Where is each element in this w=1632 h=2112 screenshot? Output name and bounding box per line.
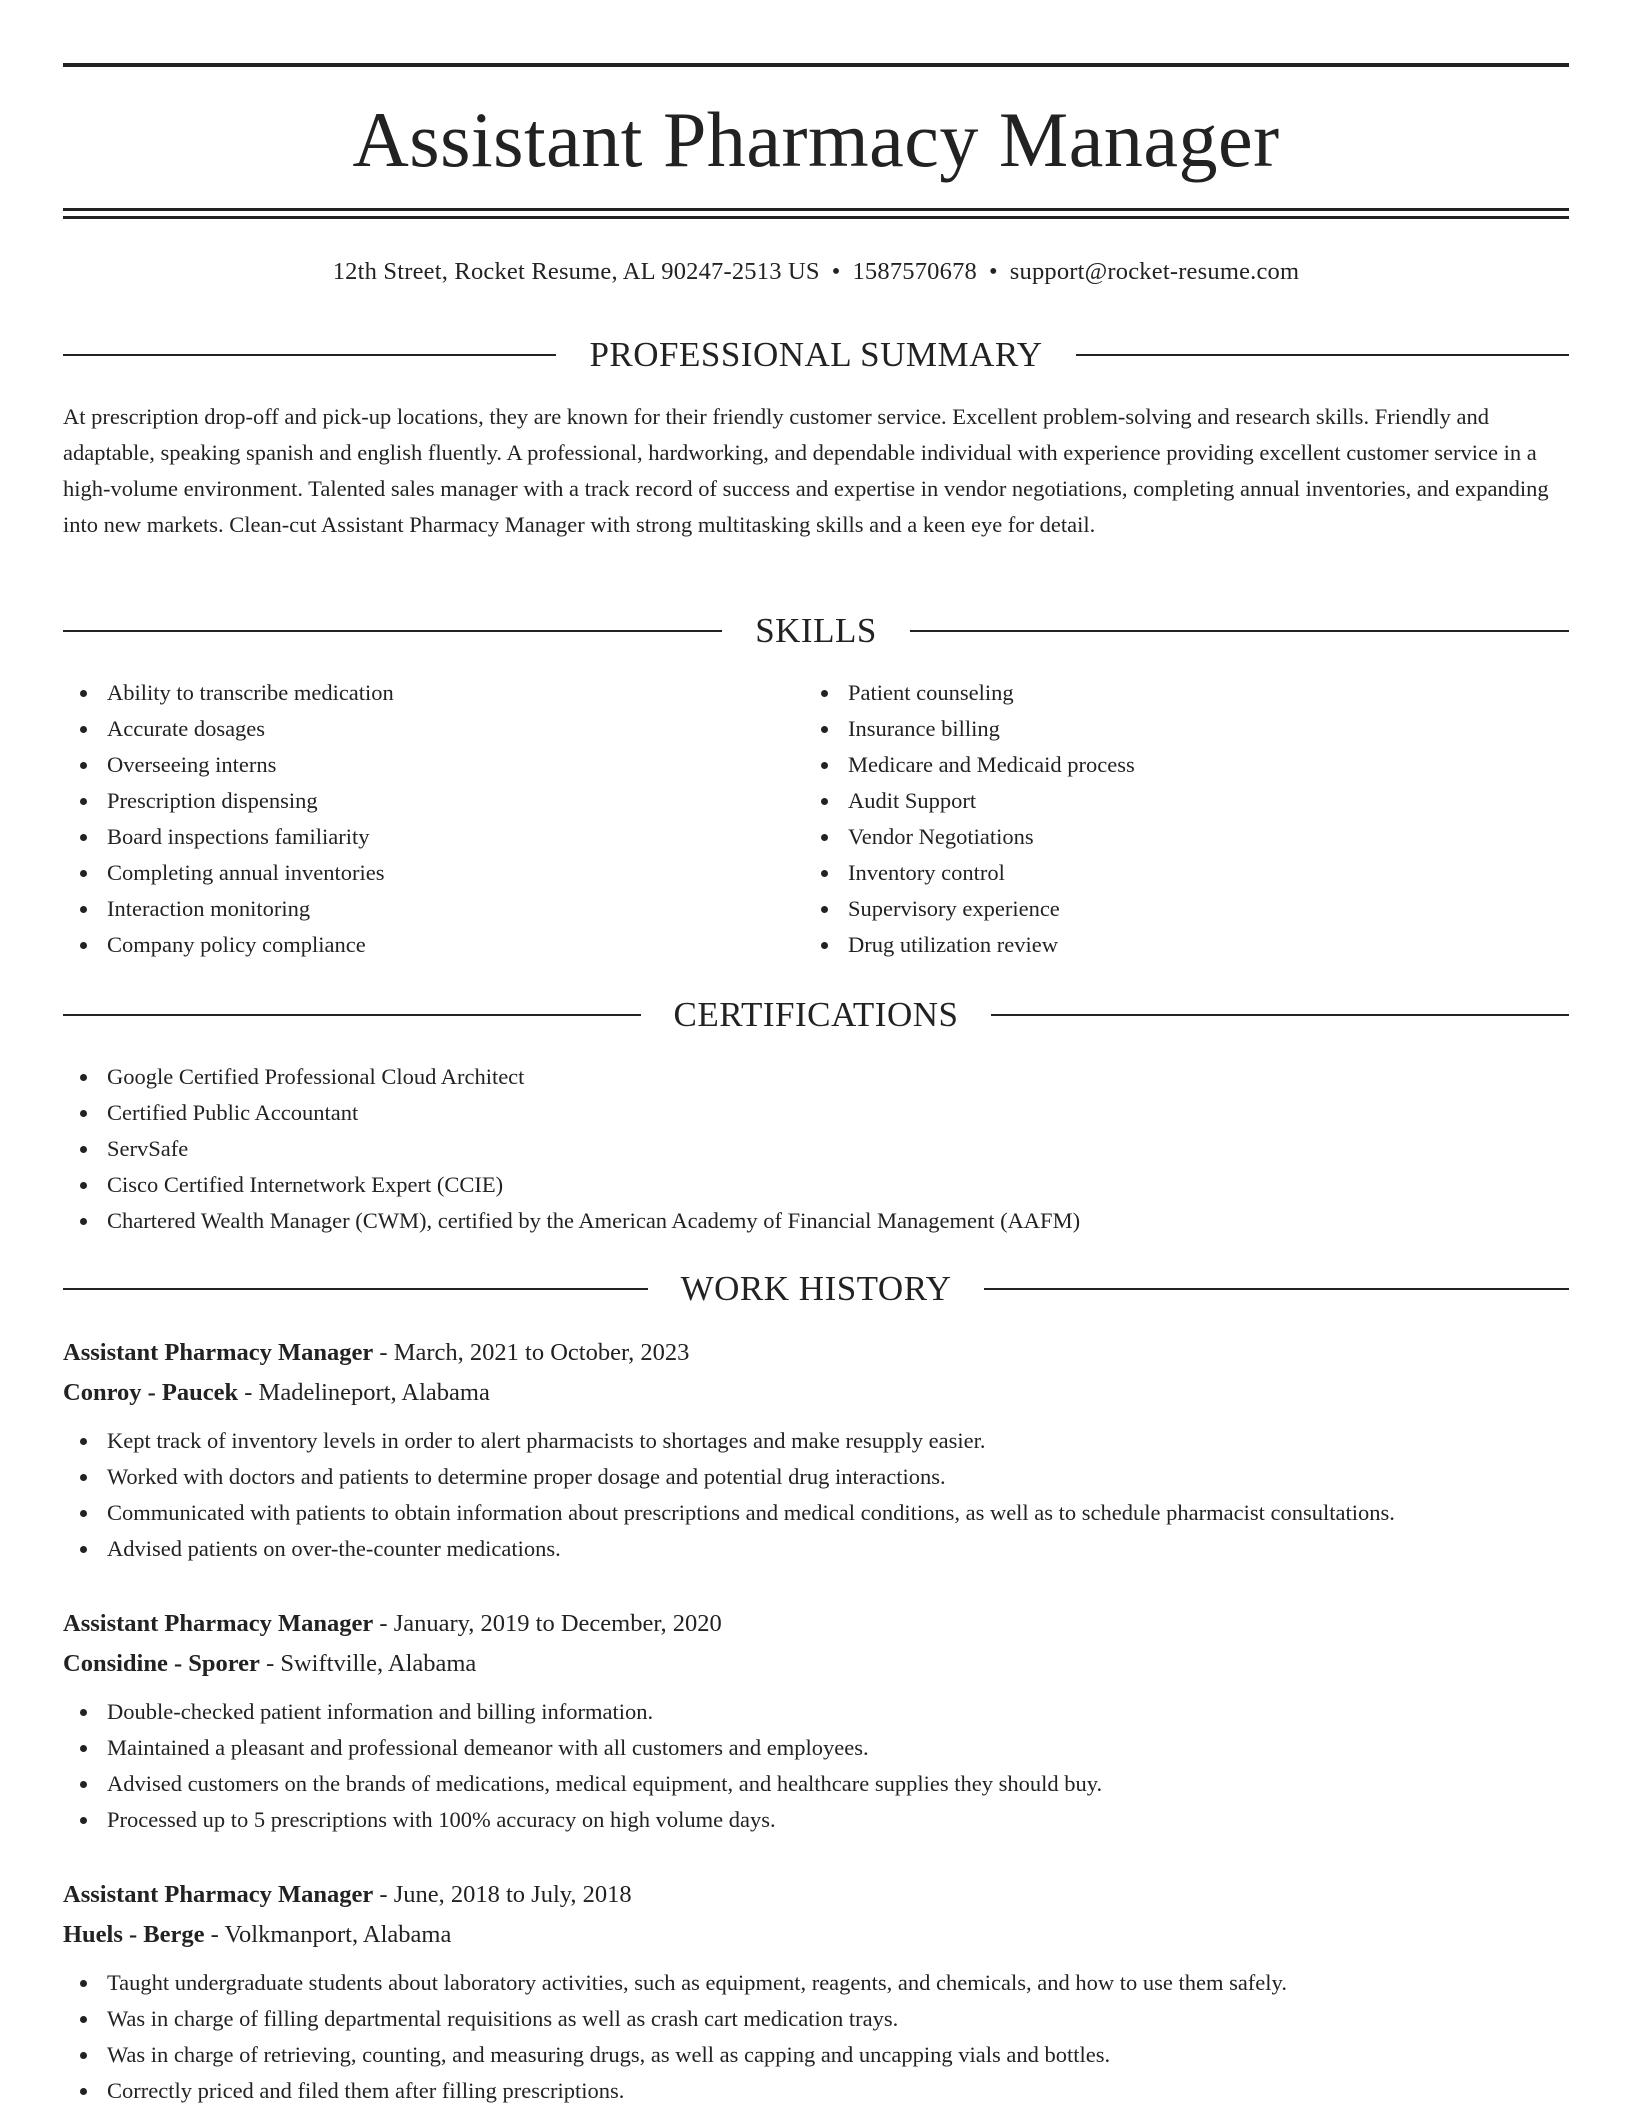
contact-address: 12th Street, Rocket Resume, AL 90247-2513 US	[332, 258, 820, 285]
job-role-line	[63, 1606, 1569, 1642]
job-dates: - June, 2018 to July, 2018	[373, 1881, 632, 1908]
list-item: Ability to transcribe medication	[63, 675, 763, 711]
job-location: - Volkmanport, Alabama	[204, 1921, 452, 1948]
list-item: Kept track of inventory levels in order to alert pharmacists to shortages and make resupply easier.	[63, 1423, 1569, 1459]
heading-rule	[1076, 354, 1569, 356]
job-company-line	[63, 1646, 1569, 1682]
section-title: WORK HISTORY	[680, 1269, 952, 1308]
list-item: Was in charge of filling departmental requisitions as well as crash cart medication trays.	[63, 2001, 1569, 2037]
resume-title: Assistant Pharmacy Manager	[352, 96, 1280, 183]
list-item: Advised patients on over-the-counter medications.	[63, 1531, 1569, 1567]
job-company: Huels - Berge	[63, 1921, 205, 1948]
job-role-line	[63, 1335, 1569, 1371]
job-role: Assistant Pharmacy Manager	[63, 1339, 374, 1366]
list-item: Completing annual inventories	[63, 855, 763, 891]
job-bullets	[63, 1965, 1569, 2109]
skills-list-left	[63, 675, 763, 963]
contact-separator: •	[831, 258, 841, 285]
heading-rule	[63, 354, 556, 356]
job-bullets	[63, 1423, 1569, 1567]
job-company-line	[63, 1375, 1569, 1411]
list-item: Audit Support	[804, 783, 1504, 819]
list-item: Advised customers on the brands of medications, medical equipment, and healthcare supplies they should buy.	[63, 1766, 1569, 1802]
section-heading-certifications	[63, 993, 1569, 1037]
job-role: Assistant Pharmacy Manager	[63, 1610, 374, 1637]
section-heading-work-history	[63, 1267, 1569, 1311]
list-item: Prescription dispensing	[63, 783, 763, 819]
job-company: Considine - Sporer	[63, 1650, 260, 1677]
job-entry	[63, 1606, 1569, 1838]
list-item: Worked with doctors and patients to determine proper dosage and potential drug interactions.	[63, 1459, 1569, 1495]
list-item: Processed up to 5 prescriptions with 100% accuracy on high volume days.	[63, 1802, 1569, 1838]
section-title: PROFESSIONAL SUMMARY	[589, 335, 1043, 374]
job-entry	[63, 1335, 1569, 1567]
top-rule	[63, 63, 1569, 67]
list-item: Was in charge of retrieving, counting, and measuring drugs, as well as capping and uncapping vials and bottles.	[63, 2037, 1569, 2073]
list-item: Supervisory experience	[804, 891, 1504, 927]
list-item: Inventory control	[804, 855, 1504, 891]
contact-phone: 1587570678	[852, 258, 977, 285]
section-title: CERTIFICATIONS	[673, 995, 959, 1034]
list-item: Double-checked patient information and billing information.	[63, 1694, 1569, 1730]
heading-rule	[63, 1288, 648, 1290]
job-dates: - March, 2021 to October, 2023	[373, 1339, 690, 1366]
heading-rule	[910, 630, 1569, 632]
list-item: Drug utilization review	[804, 927, 1504, 963]
list-item: Medicare and Medicaid process	[804, 747, 1504, 783]
list-item: ServSafe	[63, 1131, 1569, 1167]
list-item: Certified Public Accountant	[63, 1095, 1569, 1131]
list-item: Google Certified Professional Cloud Architect	[63, 1059, 1569, 1095]
contact-email[interactable]: support@rocket-resume.com	[1009, 258, 1300, 285]
job-company-line	[63, 1917, 1569, 1953]
job-dates: - January, 2019 to December, 2020	[373, 1610, 722, 1637]
list-item: Insurance billing	[804, 711, 1504, 747]
skills-list-right	[804, 675, 1504, 963]
list-item: Company policy compliance	[63, 927, 763, 963]
list-item: Interaction monitoring	[63, 891, 763, 927]
heading-rule	[63, 1014, 641, 1016]
job-role: Assistant Pharmacy Manager	[63, 1881, 374, 1908]
list-item: Accurate dosages	[63, 711, 763, 747]
summary-text: At prescription drop-off and pick-up locations, they are known for their friendly customer service. Excellent problem-solving and research skills. Friendly and adaptable, speaking spanish and english fluently. A professional, hardworking, and dependable individual with experience providing excellent customer service in a high-volume environment. Talented sales manager with a track record of success and expertise in vendor negotiations, completing annual inventories, and expanding into new markets. Clean-cut Assistant Pharmacy Manager with strong multitasking skills and a keen eye for detail.	[63, 404, 1549, 537]
list-item: Overseeing interns	[63, 747, 763, 783]
list-item: Patient counseling	[804, 675, 1504, 711]
section-title: SKILLS	[755, 611, 877, 650]
job-company: Conroy - Paucek	[63, 1379, 239, 1406]
list-item: Correctly priced and filed them after filling prescriptions.	[63, 2073, 1569, 2109]
list-item: Maintained a pleasant and professional demeanor with all customers and employees.	[63, 1730, 1569, 1766]
section-heading-skills	[63, 609, 1569, 653]
list-item: Taught undergraduate students about laboratory activities, such as equipment, reagents, and chemicals, and how to use them safely.	[63, 1965, 1569, 2001]
job-entry	[63, 1877, 1569, 2109]
list-item: Vendor Negotiations	[804, 819, 1504, 855]
certifications-list	[63, 1059, 1569, 1239]
contact-line	[63, 254, 1569, 290]
list-item: Cisco Certified Internetwork Expert (CCIE)	[63, 1167, 1569, 1203]
heading-rule	[984, 1288, 1569, 1290]
job-location: - Swiftville, Alabama	[259, 1650, 477, 1677]
list-item: Chartered Wealth Manager (CWM), certified by the American Academy of Financial Management (AAFM)	[63, 1203, 1569, 1239]
contact-separator: •	[988, 258, 998, 285]
list-item: Communicated with patients to obtain information about prescriptions and medical conditions, as well as to schedule pharmacist consultations.	[63, 1495, 1569, 1531]
job-location: - Madelineport, Alabama	[238, 1379, 490, 1406]
heading-rule	[63, 630, 722, 632]
list-item: Board inspections familiarity	[63, 819, 763, 855]
job-bullets	[63, 1694, 1569, 1838]
job-role-line	[63, 1877, 1569, 1913]
title-double-rule	[63, 208, 1569, 219]
heading-rule	[991, 1014, 1569, 1016]
section-heading-summary	[63, 333, 1569, 377]
